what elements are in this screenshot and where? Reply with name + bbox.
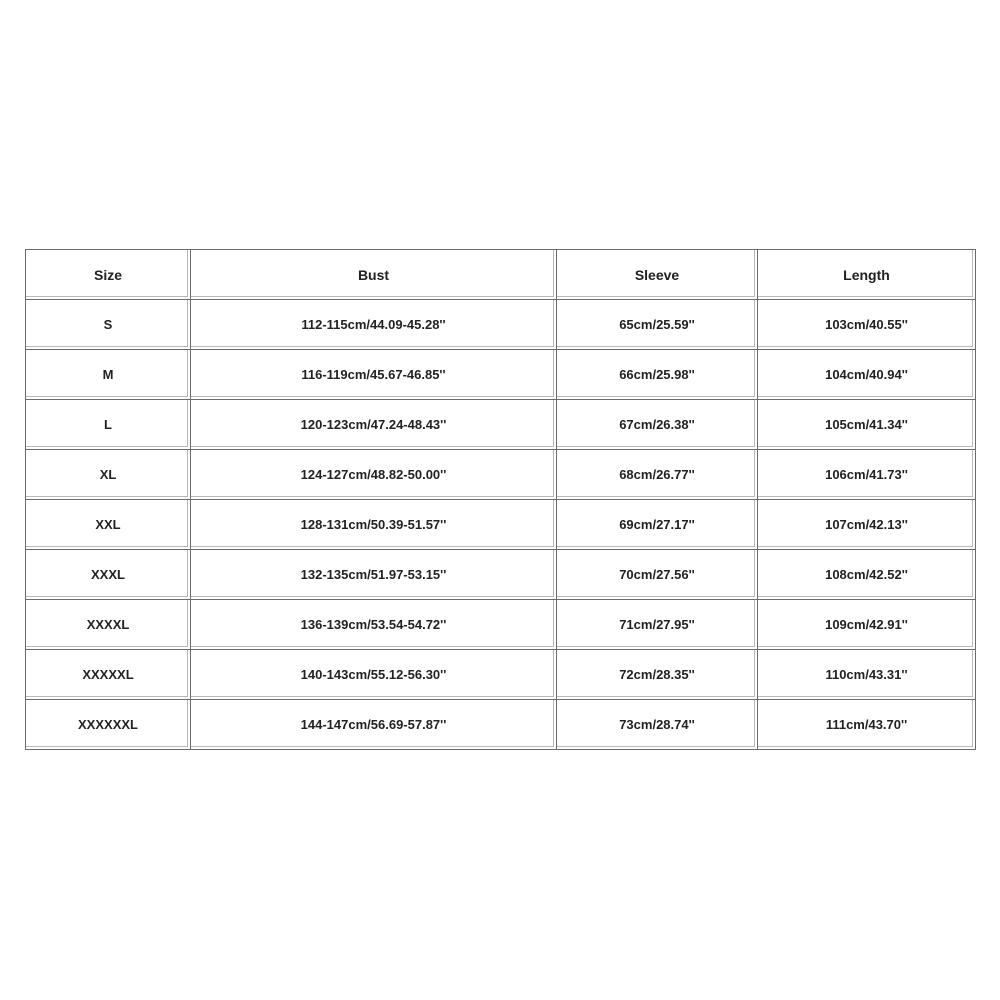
sleeve-cell: 68cm/26.77'' xyxy=(557,450,758,500)
sleeve-cell: 72cm/28.35'' xyxy=(557,650,758,700)
bust-cell: 112-115cm/44.09-45.28'' xyxy=(191,300,557,350)
table-row xyxy=(26,500,976,550)
header-sleeve: Sleeve xyxy=(557,250,758,300)
bust-cell: 124-127cm/48.82-50.00'' xyxy=(191,450,557,500)
bust-cell: 128-131cm/50.39-51.57'' xyxy=(191,500,557,550)
size-cell: XXXXXXL xyxy=(26,700,191,750)
bust-cell: 116-119cm/45.67-46.85'' xyxy=(191,350,557,400)
length-cell: 111cm/43.70'' xyxy=(758,700,976,750)
length-cell: 103cm/40.55'' xyxy=(758,300,976,350)
sleeve-cell: 71cm/27.95'' xyxy=(557,600,758,650)
size-cell: XXL xyxy=(26,500,191,550)
sleeve-cell: 65cm/25.59'' xyxy=(557,300,758,350)
header-size: Size xyxy=(26,250,191,300)
table-row xyxy=(26,350,976,400)
size-cell: XXXL xyxy=(26,550,191,600)
length-cell: 110cm/43.31'' xyxy=(758,650,976,700)
bust-cell: 140-143cm/55.12-56.30'' xyxy=(191,650,557,700)
header-bust: Bust xyxy=(191,250,557,300)
bust-cell: 136-139cm/53.54-54.72'' xyxy=(191,600,557,650)
size-chart-table xyxy=(25,249,976,750)
sleeve-cell: 69cm/27.17'' xyxy=(557,500,758,550)
table-row xyxy=(26,400,976,450)
header-length: Length xyxy=(758,250,976,300)
bust-cell: 144-147cm/56.69-57.87'' xyxy=(191,700,557,750)
table-row xyxy=(26,450,976,500)
length-cell: 109cm/42.91'' xyxy=(758,600,976,650)
bust-cell: 120-123cm/47.24-48.43'' xyxy=(191,400,557,450)
sleeve-cell: 66cm/25.98'' xyxy=(557,350,758,400)
size-cell: S xyxy=(26,300,191,350)
size-cell: XL xyxy=(26,450,191,500)
table-row xyxy=(26,600,976,650)
length-cell: 108cm/42.52'' xyxy=(758,550,976,600)
size-cell: L xyxy=(26,400,191,450)
length-cell: 106cm/41.73'' xyxy=(758,450,976,500)
length-cell: 104cm/40.94'' xyxy=(758,350,976,400)
sleeve-cell: 67cm/26.38'' xyxy=(557,400,758,450)
table-row xyxy=(26,650,976,700)
table-row xyxy=(26,550,976,600)
bust-cell: 132-135cm/51.97-53.15'' xyxy=(191,550,557,600)
table-row xyxy=(26,700,976,750)
length-cell: 107cm/42.13'' xyxy=(758,500,976,550)
sleeve-cell: 73cm/28.74'' xyxy=(557,700,758,750)
size-cell: XXXXXL xyxy=(26,650,191,700)
size-cell: M xyxy=(26,350,191,400)
sleeve-cell: 70cm/27.56'' xyxy=(557,550,758,600)
length-cell: 105cm/41.34'' xyxy=(758,400,976,450)
table-header-row xyxy=(26,250,976,300)
size-cell: XXXXL xyxy=(26,600,191,650)
table-row xyxy=(26,300,976,350)
